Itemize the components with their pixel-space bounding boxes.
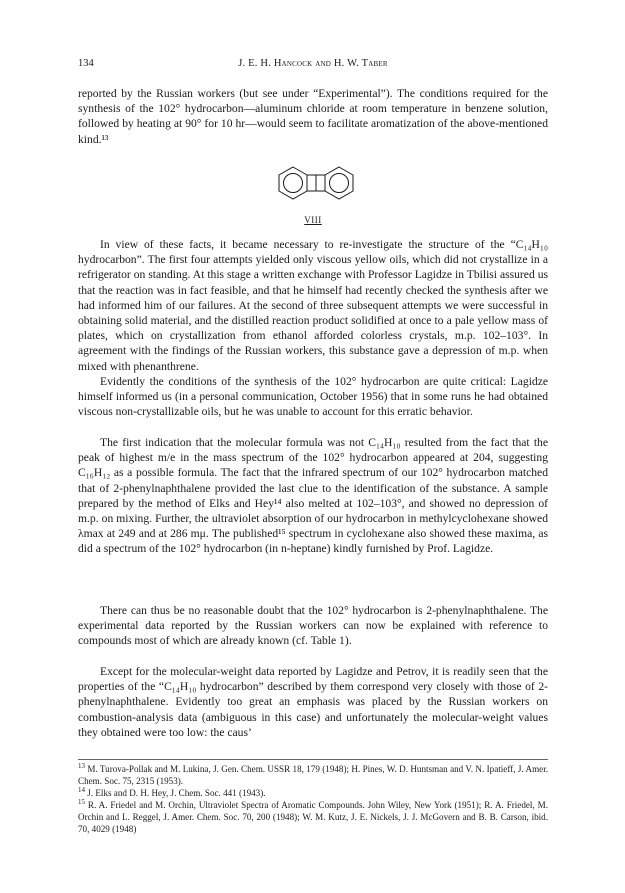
figure-label: VIII — [304, 215, 322, 225]
footnote-text: R. A. Friedel and M. Orchin, Ultraviolet Spectra of Aromatic Compounds. John Wiley, New York (1951); R. A. Friedel, M. Orchin and L. Reggel, J. Amer. Chem. Soc. 70, 200 (1948); W. M. Kutz, J. E. Nickels, J. J. McGovern and B. B. Carson, ibid. 70, 4029 (1948) — [78, 799, 548, 834]
running-head: J. E. H. Hancock and H. W. Taber — [238, 58, 388, 69]
footnote-divider — [78, 759, 548, 760]
paragraph-3: Evidently the conditions of the synthesis of the 102° hydrocarbon are quite critical: Lagidze himself informed us (in a personal communication, October 1956) that in some runs he had obtained viscous non-crystallizable oils, but he was unable to account for this erratic behavior. — [78, 375, 548, 419]
footnote-14 — [78, 785, 548, 800]
page-header — [78, 58, 548, 74]
footnote-text: J. Elks and D. H. Hey, J. Chem. Soc. 441 (1943). — [87, 787, 266, 798]
paragraph-6: Except for the molecular-weight data reported by Lagidze and Petrov, it is readily seen that the properties of the “C₁₄H₁₀ hydrocarbon” described by them correspond very closely with those of 2-phenylnaphthalene. Evidently too great an emphasis was placed by the Russian workers on combustion-analysis data (ambiguous in this case) and unfortunately the molecular-weight values they obtained were too low: the caus’ — [78, 665, 548, 739]
footnote-number: 14 — [78, 785, 85, 794]
page-number: 134 — [78, 58, 94, 69]
paragraph-5: There can thus be no reasonable doubt that the 102° hydrocarbon is 2-phenylnaphthalene. The experimental data reported by the Russian workers can now be explained with reference to compounds most of which are already known (cf. Table 1). — [78, 604, 548, 648]
paragraph-4: The first indication that the molecular formula was not C₁₄H₁₀ resulted from the fact that the peak of highest m/e in the mass spectrum of the 102° hydrocarbon appeared at 204, suggesting C₁₆H₁₂ as a possible formula. The fact that the infrared spectrum of our 102° hydrocarbon matched that of 2-phenylnaphthalene provided the last clue to the identification of the substance. A sample prepared by the method of Elks and Hey¹⁴ also melted at 102–103°, and showed no depression of m.p. on mixing. Further, the ultraviolet absorption of our hydrocarbon in methylcyclohexane showed λmax at 249 and at 286 mμ. The published¹⁵ spectrum in cyclohexane also showed these maxima, as did a spectrum of the 102° hydrocarbon (in n-heptane) kindly furnished by Prof. Lagidze. — [78, 436, 548, 556]
paragraph-2: In view of these facts, it became necessary to re-investigate the structure of the “C₁₄H₁₀ hydrocarbon”. The first four attempts yielded only viscous yellow oils, which did not crystallize in a refrigerator on standing. At this stage a written exchange with Professor Lagidze in Tbilisi assured us that the reaction was in fact feasible, and that he himself had recently checked the synthesis after we had informed him of our failures. At the second of three subsequent attempts we were successful in obtaining solid material, and the distilled reaction product solidified at once to a pale yellow mass of plates, which on crystallization from ethanol afforded colorless crystals, m.p. 102–103°. In agreement with the findings of the Russian workers, this substance gave a depression of m.p. when mixed with phenanthrene. — [78, 238, 548, 373]
biphenylene-structure-icon — [271, 159, 361, 207]
footnote-number: 15 — [78, 797, 85, 806]
footnote-text: M. Turova-Pollak and M. Lukina, J. Gen. Chem. USSR 18, 179 (1948); H. Pines, W. D. Huntsman and V. N. Ipatieff, J. Amer. Chem. Soc. 75, 2315 (1953). — [78, 764, 548, 786]
footnote-number: 13 — [78, 761, 85, 770]
footnote-13 — [78, 761, 548, 788]
figure-viii — [78, 153, 548, 233]
paragraph-1: reported by the Russian workers (but see under “Experimental”). The conditions required for the synthesis of the 102° hydrocarbon—aluminum chloride at room temperature in benzene solution, followed by heating at 90° for 10 hr—would seem to facilitate aromatization of the above-mentioned kind.¹³ — [78, 87, 548, 146]
footnotes — [78, 761, 548, 835]
footnote-15 — [78, 797, 548, 836]
